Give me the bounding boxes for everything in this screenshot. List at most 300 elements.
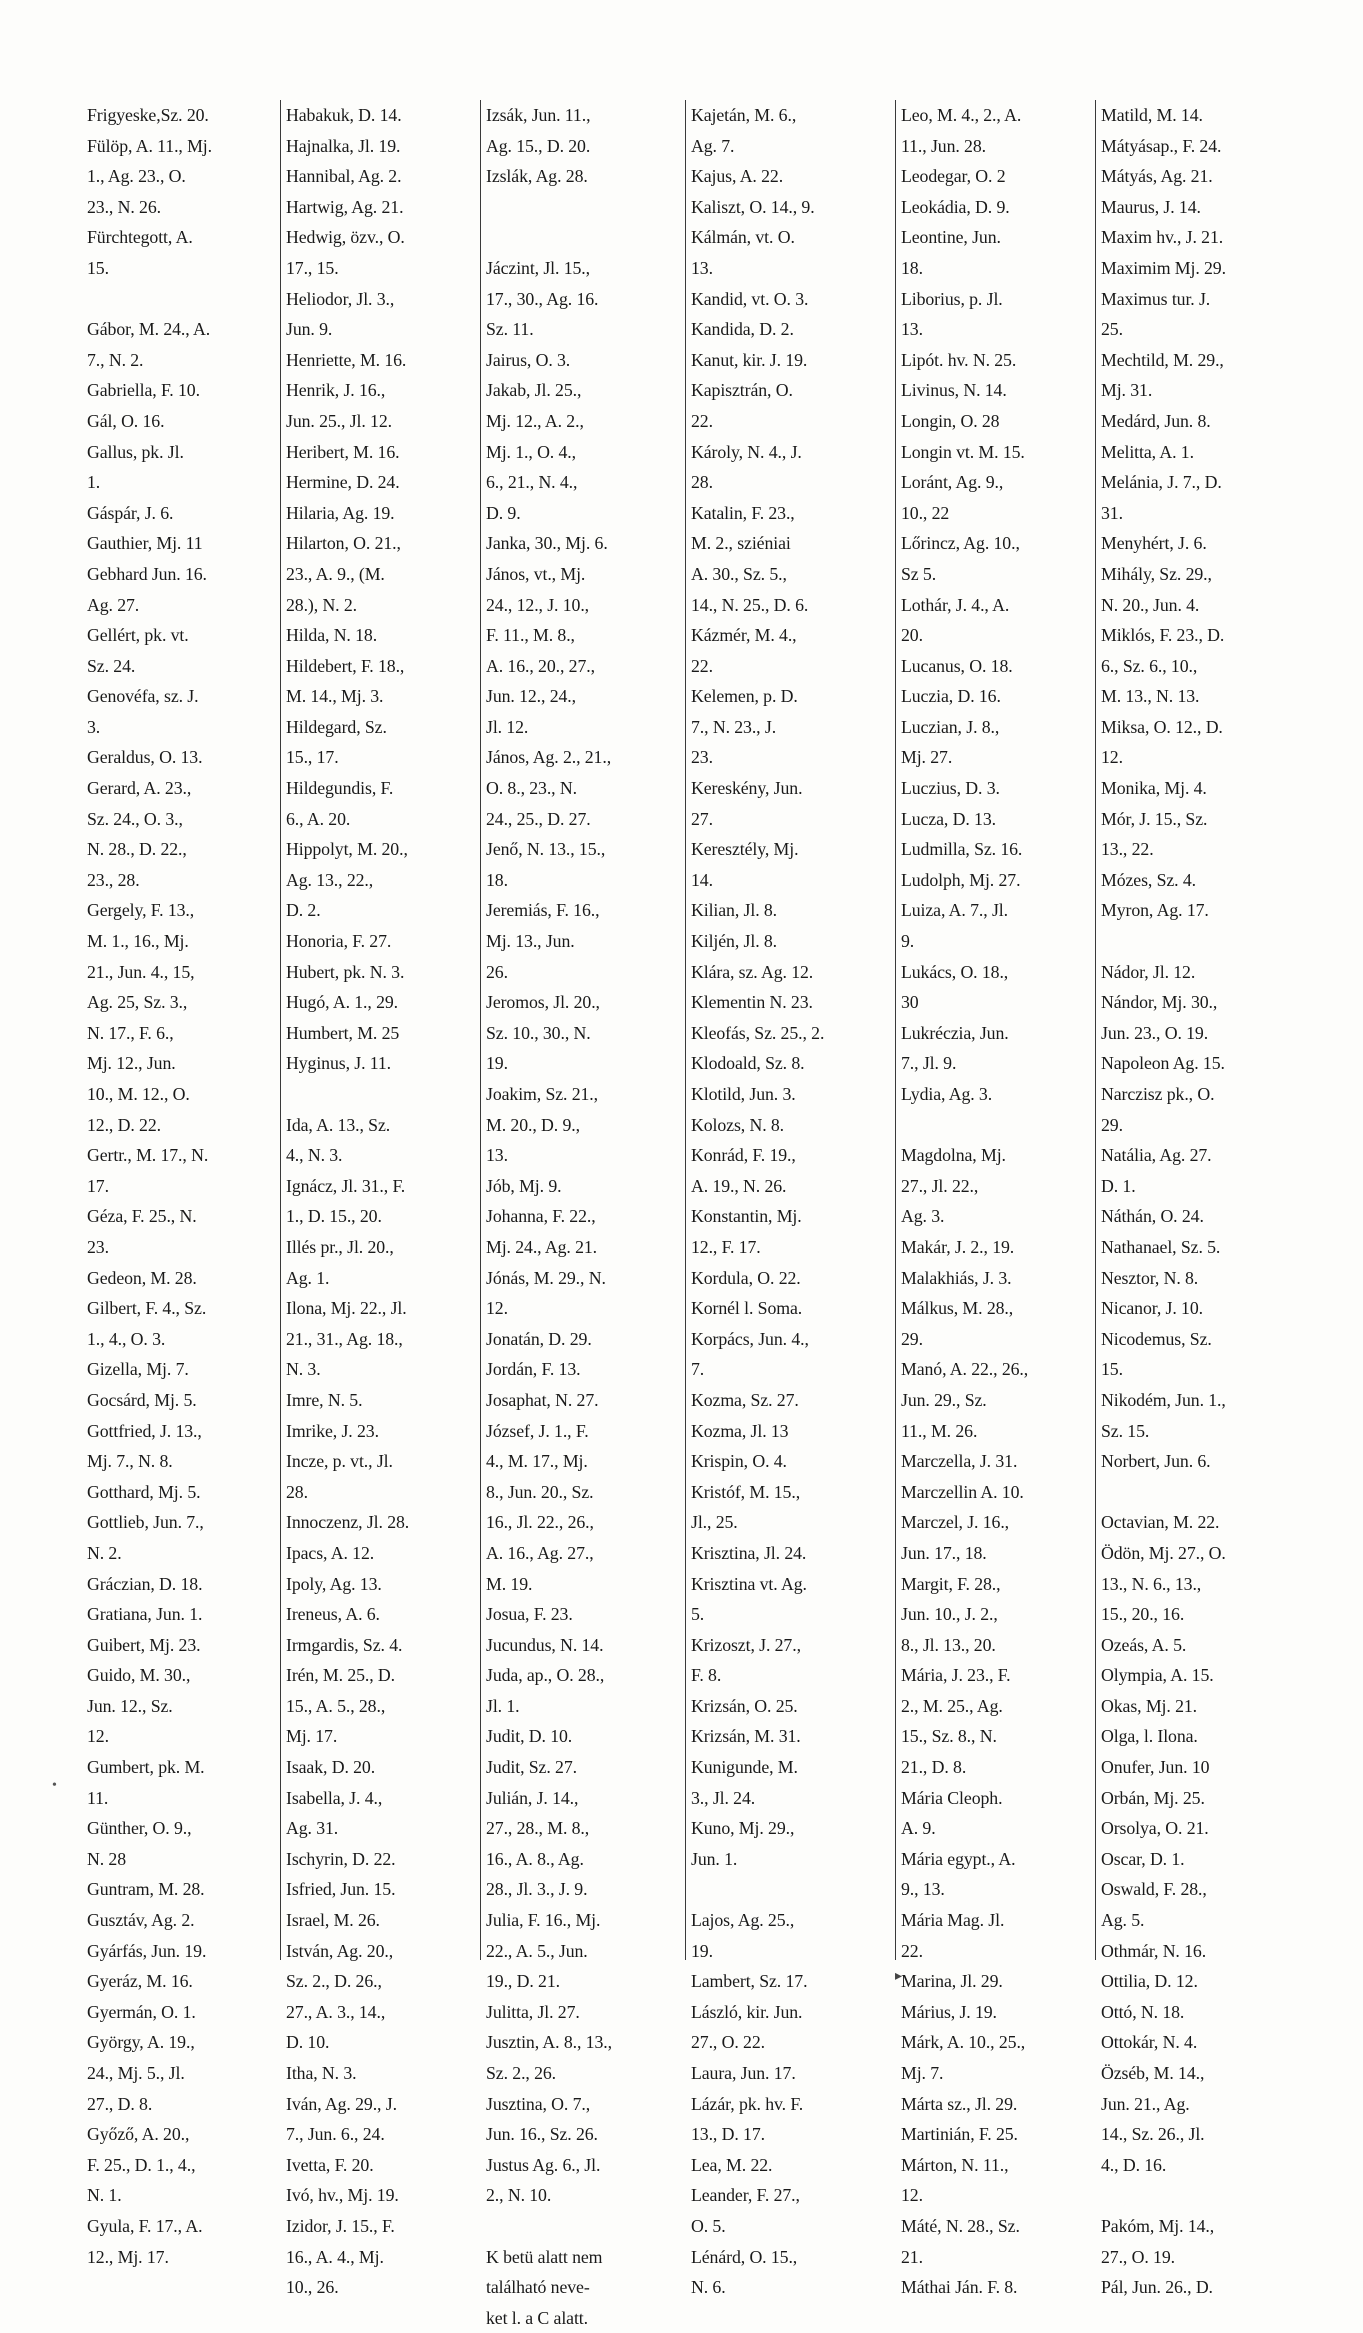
index-entry-line: Ottilia, D. 12. — [1101, 1971, 1198, 1992]
index-entry-line: Katalin, F. 23., — [691, 502, 795, 523]
index-entry-line: Günther, O. 9., — [87, 1818, 192, 1839]
column-2 — [280, 100, 480, 2298]
index-entry-line: Mj. 27. — [901, 747, 953, 768]
index-entry-line: 13. — [486, 1145, 508, 1166]
index-entry-line: Mj. 7., N. 8. — [87, 1451, 173, 1472]
index-entry-line: Heliodor, Jl. 3., — [286, 288, 395, 309]
index-entry-line: Okas, Mj. 21. — [1101, 1695, 1198, 1716]
index-entry-line: Kornél l. Soma. — [691, 1298, 803, 1319]
index-entry-line: Krizsán, O. 25. — [691, 1695, 798, 1716]
index-entry-line: Lipót. hv. N. 25. — [901, 349, 1017, 370]
column-1 — [82, 100, 280, 2267]
index-entry-line: Geraldus, O. 13. — [87, 747, 203, 768]
column-4 — [685, 100, 895, 2298]
index-entry-line: 12., D. 22. — [87, 1114, 161, 1135]
index-entry-line: 28.), N. 2. — [286, 594, 358, 615]
index-entry-line: Nicodemus, Sz. — [1101, 1328, 1212, 1349]
index-entry-line: Jun. 12., 24., — [486, 686, 576, 707]
index-entry-line: Ag. 15., D. 20. — [486, 135, 591, 156]
index-entry-line: Frigyeske,Sz. 20. — [87, 105, 209, 125]
index-entry-line: Márk, A. 10., 25., — [901, 2032, 1026, 2053]
index-entry-line: Monika, Mj. 4. — [1101, 778, 1207, 799]
index-entry-line: 31. — [1101, 502, 1123, 523]
index-entry-line: Gábor, M. 24., A. — [87, 319, 211, 340]
index-entry-line: Nádor, Jl. 12. — [1101, 961, 1196, 982]
index-entry-line: 23. — [691, 747, 713, 768]
index-entry-line: Israel, M. 26. — [286, 1910, 380, 1931]
index-entry-line: Jordán, F. 13. — [486, 1359, 581, 1380]
index-entry-line: Olga, l. Ilona. — [1101, 1726, 1198, 1747]
index-entry-line: D. 10. — [286, 2032, 330, 2053]
index-entry-line: Ludmilla, Sz. 16. — [901, 839, 1023, 860]
index-entry-line: Krizsán, M. 31. — [691, 1726, 801, 1747]
index-entry-line: 29. — [901, 1328, 923, 1349]
index-entry-line: Kanut, kir. J. 19. — [691, 349, 808, 370]
index-entry-line: Irmgardis, Sz. 4. — [286, 1634, 403, 1655]
index-entry-line: János, Ag. 2., 21., — [486, 747, 612, 768]
index-entry-line: 7., Jun. 6., 24. — [286, 2124, 385, 2145]
bottom-mark: ▸ — [895, 1969, 903, 1984]
index-entry-line: Hugó, A. 1., 29. — [286, 992, 399, 1013]
index-entry-line: Gilbert, F. 4., Sz. — [87, 1298, 207, 1319]
index-entry-line: Jun. 29., Sz. — [901, 1389, 987, 1410]
index-entry-line: Luiza, A. 7., Jl. — [901, 900, 1008, 921]
index-entry-line: Lajos, Ag. 25., — [691, 1910, 795, 1931]
index-entry-line: Jeremiás, F. 16., — [486, 900, 600, 921]
index-entry-line — [286, 1079, 480, 1110]
index-entry-line: Korpács, Jun. 4., — [691, 1328, 809, 1349]
index-entry-line: Iván, Ag. 29., J. — [286, 2093, 397, 2114]
index-entry-line: Géza, F. 25., N. — [87, 1206, 197, 1227]
index-entry-line: Natália, Ag. 27. — [1101, 1145, 1212, 1166]
index-entry-line: 13., N. 6., 13., — [1101, 1573, 1202, 1594]
index-entry-line: 9., 13. — [901, 1879, 945, 1900]
index-entry-line: Longin vt. M. 15. — [901, 441, 1025, 462]
index-entry-line: Mj. 7. — [901, 2063, 944, 2083]
index-entry-line: Maximus tur. J. — [1101, 288, 1211, 309]
index-entry-line: Mór, J. 15., Sz. — [1101, 808, 1208, 829]
index-entry-line: Henriette, M. 16. — [286, 349, 407, 370]
index-entry-line: Longin, O. 28 — [901, 410, 1000, 431]
index-entry-line: 15., A. 5., 28., — [286, 1695, 386, 1716]
index-entry-line: Margit, F. 28., — [901, 1573, 1001, 1594]
index-entry-line: 7., Jl. 9. — [901, 1053, 957, 1074]
index-entry-line: 19. — [486, 1053, 508, 1074]
index-entry-line: Guido, M. 30., — [87, 1665, 191, 1686]
index-entry-line: Gottlieb, Jun. 7., — [87, 1512, 204, 1533]
index-entry-line — [486, 192, 685, 223]
calendar-name-index — [82, 100, 1307, 2328]
index-entry-line: Kristóf, M. 15., — [691, 1481, 801, 1502]
index-entry-line: Lénárd, O. 15., — [691, 2246, 798, 2267]
index-entry-line: Lambert, Sz. 17. — [691, 1971, 808, 1992]
index-entry-line: Mechtild, M. 29., — [1101, 349, 1224, 370]
index-entry-line: Nándor, Mj. 30., — [1101, 992, 1218, 1013]
index-entry-line: Jun. 23., O. 19. — [1101, 1022, 1209, 1043]
index-entry-line: Julia, F. 16., Mj. — [486, 1910, 601, 1931]
index-entry-line: 12., Mj. 17. — [87, 2246, 169, 2267]
index-entry-line: 18. — [901, 257, 923, 278]
index-entry-line: Jonatán, D. 29. — [486, 1328, 592, 1349]
index-entry-line: Márta sz., Jl. 29. — [901, 2093, 1018, 2114]
index-entry-line: N. 3. — [286, 1359, 321, 1380]
index-entry-line: Pakóm, Mj. 14., — [1101, 2215, 1215, 2236]
index-entry-line: Krisztina vt. Ag. — [691, 1573, 807, 1594]
index-entry-line: 29. — [1101, 1114, 1123, 1135]
index-entry-line: 10., M. 12., O. — [87, 1084, 190, 1104]
index-entry-line: K betü alatt nem — [486, 2246, 603, 2267]
index-entry-line: Isabella, J. 4., — [286, 1787, 383, 1808]
index-entry-line: 27., 28., M. 8., — [486, 1818, 590, 1839]
index-entry-line: Ag. 1. — [286, 1267, 330, 1288]
index-entry-line: M. 20., D. 9., — [486, 1114, 580, 1135]
index-entry-line: Leodegar, O. 2 — [901, 166, 1006, 187]
index-entry-line — [486, 2211, 685, 2242]
index-entry-line: Izsák, Jun. 11., — [486, 105, 591, 125]
index-entry-line: ket l. a C alatt. — [486, 2307, 588, 2328]
index-entry-line: Kaliszt, O. 14., 9. — [691, 196, 815, 217]
index-entry-line: 22. — [691, 655, 713, 676]
index-entry-line: Sz. 11. — [486, 319, 534, 340]
index-entry-line: 13. — [901, 319, 923, 340]
index-entry-line: Jl. 1. — [486, 1695, 520, 1716]
index-entry-line: Gusztáv, Ag. 2. — [87, 1910, 195, 1931]
index-entry-line: Kuno, Mj. 29., — [691, 1818, 795, 1839]
index-entry-line: 10., 22 — [901, 502, 950, 523]
index-entry-line: 21., Jun. 4., 15, — [87, 961, 195, 982]
index-entry-line: Maurus, J. 14. — [1101, 196, 1201, 217]
index-entry-line: Henrik, J. 16., — [286, 380, 386, 401]
index-entry-line: 15., 20., 16. — [1101, 1604, 1185, 1625]
index-entry-line: Gebhard Jun. 16. — [87, 563, 207, 584]
index-entry-line: Mj. 13., Jun. — [486, 931, 575, 952]
index-entry-line: Kajetán, M. 6., — [691, 105, 797, 125]
index-entry-line: Sz. 15. — [1101, 1420, 1150, 1441]
index-entry-line: Sz. 24., O. 3., — [87, 808, 183, 829]
index-entry-line: Jusztina, O. 7., — [486, 2093, 591, 2114]
index-entry-line: Lucza, D. 13. — [901, 808, 996, 829]
index-entry-line: Ozeás, A. 5. — [1101, 1634, 1187, 1655]
index-entry-line: Ödön, Mj. 27., O. — [1101, 1542, 1226, 1563]
index-entry-line: M. 19. — [486, 1573, 533, 1594]
index-entry-line: Kunigunde, M. — [691, 1757, 798, 1778]
index-entry-line: Olympia, A. 15. — [1101, 1665, 1214, 1686]
index-entry-line: Kapisztrán, O. — [691, 380, 793, 401]
index-entry-line: 1., Ag. 23., O. — [87, 166, 186, 187]
index-entry-line: Kandid, vt. O. 3. — [691, 288, 809, 309]
index-entry-line: 1., D. 15., 20. — [286, 1206, 382, 1227]
index-entry-line: Maxim hv., J. 21. — [1101, 227, 1224, 248]
index-entry-line: Mj. 17. — [286, 1726, 338, 1747]
index-entry-line: 7., N. 23., J. — [691, 716, 777, 737]
margin-mark: • — [52, 1778, 57, 1793]
index-entry-line: Honoria, F. 27. — [286, 931, 392, 952]
index-entry-line: 21. — [901, 2246, 923, 2267]
index-entry-line: Josua, F. 23. — [486, 1604, 573, 1625]
index-entry-line: 23., A. 9., (M. — [286, 563, 385, 584]
index-entry-line: Octavian, M. 22. — [1101, 1512, 1220, 1533]
index-entry-line: F. 25., D. 1., 4., — [87, 2154, 196, 2175]
index-entry-line: Máthai Ján. F. 8. — [901, 2277, 1018, 2298]
index-entry-line: Lukréczia, Jun. — [901, 1022, 1009, 1043]
index-entry-line: Ottó, N. 18. — [1101, 2001, 1185, 2022]
index-entry-line: 22. — [901, 1940, 923, 1961]
index-entry-line: Marczel, J. 16., — [901, 1512, 1010, 1533]
index-entry-line: Miklós, F. 23., D. — [1101, 625, 1225, 646]
index-entry-line: N. 20., Jun. 4. — [1101, 594, 1200, 615]
index-entry-line: Orsolya, O. 21. — [1101, 1818, 1209, 1839]
index-entry-line: Mj. 31. — [1101, 380, 1153, 401]
index-entry-line: Kleofás, Sz. 25., 2. — [691, 1022, 825, 1043]
index-entry-line: A. 16., Ag. 27., — [486, 1542, 594, 1563]
index-entry-line: 7., N. 2. — [87, 349, 144, 370]
index-entry-line: Kozma, Jl. 13 — [691, 1420, 789, 1441]
index-entry-line: Miksa, O. 12., D. — [1101, 716, 1223, 737]
index-entry-line: Gyeráz, M. 16. — [87, 1971, 193, 1992]
index-entry-line: Mária, J. 23., F. — [901, 1665, 1011, 1686]
index-entry-line: Jób, Mj. 9. — [486, 1175, 562, 1196]
index-entry-line: Narczisz pk., O. — [1101, 1084, 1215, 1104]
index-entry-line: Hilaria, Ag. 19. — [286, 502, 395, 523]
index-entry-line: A. 19., N. 26. — [691, 1175, 787, 1196]
index-entry-line: Jakab, Jl. 25., — [486, 380, 582, 401]
index-entry-line: 6., Sz. 6., 10., — [1101, 655, 1198, 676]
index-entry-line: Özséb, M. 14., — [1101, 2063, 1205, 2083]
index-entry-line: 28. — [691, 472, 713, 493]
index-entry-line: Mátyás, Ag. 21. — [1101, 166, 1213, 187]
index-entry-line: László, kir. Jun. — [691, 2001, 803, 2022]
index-entry-line: Lukács, O. 18., — [901, 961, 1009, 982]
index-entry-line: Kandida, D. 2. — [691, 319, 794, 340]
index-entry-line: 4., M. 17., Mj. — [486, 1451, 588, 1472]
index-entry-line: Jeromos, Jl. 20., — [486, 992, 600, 1013]
index-entry-line: Klementin N. 23. — [691, 992, 813, 1013]
index-entry-line: Matild, M. 14. — [1101, 105, 1203, 125]
index-entry-line: 12. — [87, 1726, 109, 1747]
index-entry-line: Oscar, D. 1. — [1101, 1848, 1185, 1869]
index-entry-line: Klára, sz. Ag. 12. — [691, 961, 814, 982]
index-entry-line: Maximim Mj. 29. — [1101, 257, 1226, 278]
index-entry-line: 16., A. 8., Ag. — [486, 1848, 584, 1869]
index-entry-line: Hilda, N. 18. — [286, 625, 378, 646]
index-entry-line: 16., Jl. 22., 26., — [486, 1512, 594, 1533]
index-entry-line: 27. — [691, 808, 713, 829]
index-entry-line: Konrád, F. 19., — [691, 1145, 796, 1166]
index-entry-line: Nicanor, J. 10. — [1101, 1298, 1203, 1319]
index-entry-line: Mj. 12., A. 2., — [486, 410, 584, 431]
index-entry-line: Norbert, Jun. 6. — [1101, 1451, 1211, 1472]
index-entry-line: Gerard, A. 23., — [87, 778, 192, 799]
index-entry-line: Ag. 25, Sz. 3., — [87, 992, 188, 1013]
index-entry-line: Ida, A. 13., Sz. — [286, 1114, 391, 1135]
index-entry-line: Hartwig, Ag. 21. — [286, 196, 404, 217]
index-entry-line: Marina, Jl. 29. — [901, 1971, 1003, 1992]
index-entry-line: Judit, Sz. 27. — [486, 1757, 577, 1778]
index-entry-line: Ilona, Mj. 22., Jl. — [286, 1298, 407, 1319]
index-entry-line: Jáczint, Jl. 15., — [486, 257, 590, 278]
index-entry-line: Ireneus, A. 6. — [286, 1604, 380, 1625]
index-entry-line: Hildegundis, F. — [286, 778, 394, 799]
index-entry-line: Napoleon Ag. 15. — [1101, 1053, 1225, 1074]
index-entry-line: Gottfried, J. 13., — [87, 1420, 202, 1441]
index-entry-line: Sz 5. — [901, 563, 937, 584]
index-entry-line: N. 28 — [87, 1848, 127, 1869]
index-entry-line: Manó, A. 22., 26., — [901, 1359, 1029, 1380]
index-entry-line: Ottokár, N. 4. — [1101, 2032, 1198, 2053]
index-entry-line: Myron, Ag. 17. — [1101, 900, 1209, 921]
index-entry-line: 30 — [901, 992, 919, 1013]
index-entry-line: Guntram, M. 28. — [87, 1879, 205, 1900]
index-entry-line: Othmár, N. 16. — [1101, 1940, 1207, 1961]
index-entry-line: Gocsárd, Mj. 5. — [87, 1389, 197, 1410]
index-entry-line: Sz. 24. — [87, 655, 136, 676]
index-entry-line: Loránt, Ag. 9., — [901, 472, 1004, 493]
index-entry-line: Gyermán, O. 1. — [87, 2001, 196, 2022]
index-entry-line: Krizoszt, J. 27., — [691, 1634, 801, 1655]
index-entry-line: Jucundus, N. 14. — [486, 1634, 604, 1655]
index-entry-line: 3., Jl. 24. — [691, 1787, 756, 1808]
index-entry-line: Imrike, J. 23. — [286, 1420, 379, 1441]
index-entry-line: Málkus, M. 28., — [901, 1298, 1014, 1319]
index-entry-line — [87, 284, 280, 315]
index-entry-line: Hilarton, O. 21., — [286, 533, 401, 554]
index-entry-line: M. 14., Mj. 3. — [286, 686, 384, 707]
index-entry-line: 28., Jl. 3., J. 9. — [486, 1879, 588, 1900]
column-5 — [895, 100, 1095, 2298]
index-entry-line: 1. — [87, 472, 101, 493]
index-entry-line: Luczius, D. 3. — [901, 778, 1000, 799]
index-entry-line: Klodoald, Sz. 8. — [691, 1053, 805, 1074]
index-entry-line: Kilian, Jl. 8. — [691, 900, 778, 921]
index-entry-line: 24., Mj. 5., Jl. — [87, 2063, 185, 2083]
index-entry-line: Gyula, F. 17., A. — [87, 2215, 203, 2236]
index-entry-line: Hildebert, F. 18., — [286, 655, 405, 676]
index-entry-line: Oswald, F. 28., — [1101, 1879, 1207, 1900]
index-entry-line: Sz. 2., 26. — [486, 2063, 557, 2083]
index-entry-line: 14. — [691, 869, 713, 890]
index-entry-line: Keresztély, Mj. — [691, 839, 799, 860]
index-entry-line: Nathanael, Sz. 5. — [1101, 1236, 1221, 1257]
index-entry-line: D. 2. — [286, 900, 321, 921]
index-entry-line: 17. — [87, 1175, 109, 1196]
index-entry-line: 21., D. 8. — [901, 1757, 967, 1778]
index-entry-line: 12. — [901, 2185, 923, 2206]
index-entry-line: 14., Sz. 26., Jl. — [1101, 2124, 1205, 2145]
index-entry-line: Kázmér, M. 4., — [691, 625, 797, 646]
index-entry-line: Johanna, F. 22., — [486, 1206, 596, 1227]
index-entry-line: Leokádia, D. 9. — [901, 196, 1010, 217]
index-entry-line: József, J. 1., F. — [486, 1420, 589, 1441]
index-entry-line: Mj. 12., Jun. — [87, 1053, 176, 1074]
index-entry-line: Hajnalka, Jl. 19. — [286, 135, 401, 156]
index-entry-line: Jónás, M. 29., N. — [486, 1267, 606, 1288]
index-entry-line: Ag. 13., 22., — [286, 869, 374, 890]
index-entry-line: Itha, N. 3. — [286, 2063, 357, 2083]
index-entry-line: 21., 31., Ag. 18., — [286, 1328, 403, 1349]
index-entry-line: Kelemen, p. D. — [691, 686, 798, 707]
index-entry-line: Livinus, N. 14. — [901, 380, 1007, 401]
index-entry-line: Sz. 2., D. 26., — [286, 1971, 382, 1992]
index-entry-line: Judit, D. 10. — [486, 1726, 573, 1747]
index-entry-line: 3. — [87, 716, 101, 737]
index-entry-line: Jenő, N. 13., 15., — [486, 839, 606, 860]
index-entry-line: 17., 15. — [286, 257, 339, 278]
index-entry-line: Ischyrin, D. 22. — [286, 1848, 396, 1869]
index-entry-line: Győző, A. 20., — [87, 2124, 190, 2145]
index-entry-line: 4., N. 3. — [286, 1145, 343, 1166]
index-entry-line: 24., 12., J. 10., — [486, 594, 590, 615]
index-entry-line: Melánia, J. 7., D. — [1101, 472, 1222, 493]
index-entry-line: Nesztor, N. 8. — [1101, 1267, 1199, 1288]
index-entry-line: D. 1. — [1101, 1175, 1136, 1196]
index-entry-line: Humbert, M. 25 — [286, 1022, 400, 1043]
index-entry-line: Hermine, D. 24. — [286, 472, 400, 493]
index-entry-line: Jun. 9. — [286, 319, 333, 340]
index-entry-line: Josaphat, N. 27. — [486, 1389, 599, 1410]
index-entry-line: Lothár, J. 4., A. — [901, 594, 1010, 615]
index-entry-line: Innoczenz, Jl. 28. — [286, 1512, 410, 1533]
index-entry-line: A. 16., 20., 27., — [486, 655, 595, 676]
index-entry-line: Máté, N. 28., Sz. — [901, 2215, 1020, 2236]
index-entry-line: Liborius, p. Jl. — [901, 288, 1003, 309]
index-entry-line: Jl. 12. — [486, 716, 529, 737]
index-entry-line: Ignácz, Jl. 31., F. — [286, 1175, 406, 1196]
index-entry-line: 9. — [901, 931, 915, 952]
index-entry-line: Mózes, Sz. 4. — [1101, 869, 1197, 890]
index-entry-line: 10., 26. — [286, 2277, 339, 2298]
index-entry-line: Gabriella, F. 10. — [87, 380, 200, 401]
index-entry-line: N. 6. — [691, 2277, 726, 2298]
index-entry-line: 24., 25., D. 27. — [486, 808, 591, 829]
index-entry-line: Fülöp, A. 11., Mj. — [87, 135, 212, 156]
index-entry-line — [901, 1110, 1095, 1141]
index-entry-line: Gáspár, J. 6. — [87, 502, 174, 523]
index-entry-line: Ivetta, F. 20. — [286, 2154, 374, 2175]
index-entry-line: Gumbert, pk. M. — [87, 1757, 205, 1778]
index-entry-line: Isaak, D. 20. — [286, 1757, 376, 1778]
index-entry-line: Lea, M. 22. — [691, 2154, 773, 2175]
index-entry-line: Malakhiás, J. 3. — [901, 1267, 1012, 1288]
index-entry-line: Nikodém, Jun. 1., — [1101, 1389, 1226, 1410]
index-entry-line: 11. — [87, 1787, 109, 1808]
index-entry-line: Hyginus, J. 11. — [286, 1053, 392, 1074]
index-entry-line: 2., M. 25., Ag. — [901, 1695, 1003, 1716]
index-entry-line: Orbán, Mj. 25. — [1101, 1787, 1205, 1808]
index-entry-line: Melitta, A. 1. — [1101, 441, 1194, 462]
index-entry-line: 19. — [691, 1940, 713, 1961]
index-entry-line: Mária Cleoph. — [901, 1787, 1003, 1808]
index-entry-line: Lydia, Ag. 3. — [901, 1084, 993, 1104]
index-entry-line: György, A. 19., — [87, 2032, 195, 2053]
index-entry-line: 11., M. 26. — [901, 1420, 978, 1441]
index-entry-line: Hedwig, özv., O. — [286, 227, 405, 248]
index-entry-line: János, vt., Mj. — [486, 563, 586, 584]
index-entry-line: Juda, ap., O. 28., — [486, 1665, 605, 1686]
index-entry-line: 13. — [691, 257, 713, 278]
index-entry-line: Jusztin, A. 8., 13., — [486, 2032, 612, 2053]
index-entry-line: 4., D. 16. — [1101, 2154, 1167, 2175]
index-entry-line: Martinián, F. 25. — [901, 2124, 1018, 2145]
index-entry-line: Ag. 3. — [901, 1206, 945, 1227]
index-entry-line: Lucanus, O. 18. — [901, 655, 1013, 676]
index-entry-line: 27., Jl. 22., — [901, 1175, 979, 1196]
index-entry-line: Luczian, J. 8., — [901, 716, 1000, 737]
index-entry-line: Gedeon, M. 28. — [87, 1267, 197, 1288]
index-entry-line: Leo, M. 4., 2., A. — [901, 105, 1022, 125]
index-entry-line — [1101, 1477, 1307, 1508]
column-6 — [1095, 100, 1307, 2298]
index-entry-line: 12., F. 17. — [691, 1236, 761, 1257]
